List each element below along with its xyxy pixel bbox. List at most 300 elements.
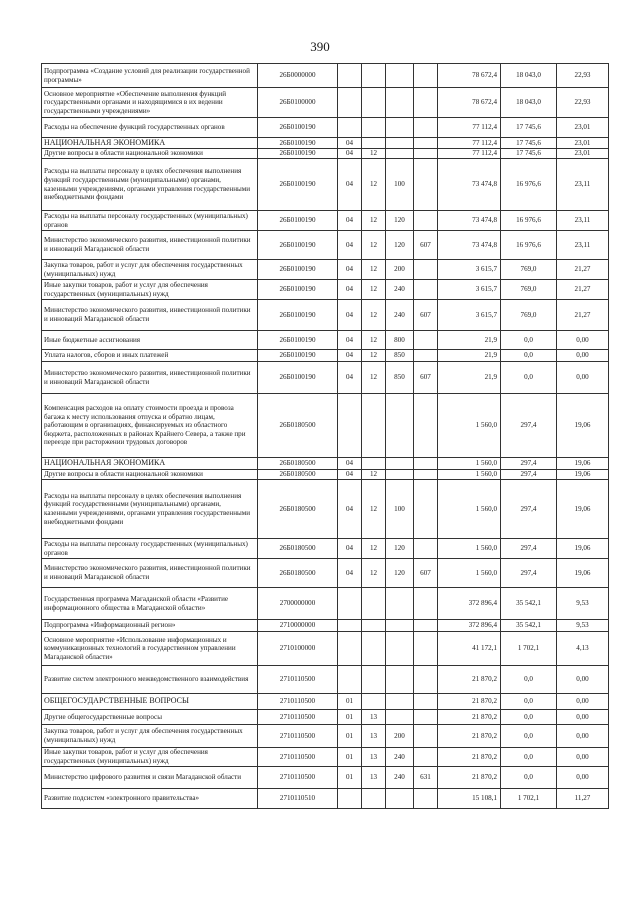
cell-pct: 19,06 <box>557 559 609 588</box>
cell-rz: 04 <box>338 350 362 362</box>
table-row <box>42 694 609 710</box>
cell-fact: 0,0 <box>501 710 557 725</box>
table-row <box>42 118 609 138</box>
cell-code: 26Б0180500 <box>258 480 338 539</box>
cell-vr <box>386 710 414 725</box>
cell-code: 2710110500 <box>258 666 338 694</box>
cell-vr <box>386 694 414 710</box>
cell-vr: 240 <box>386 748 414 767</box>
table-row <box>42 458 609 470</box>
cell-rz <box>338 620 362 632</box>
cell-vr: 240 <box>386 767 414 789</box>
cell-fact: 16 976,6 <box>501 211 557 231</box>
cell-rz: 04 <box>338 458 362 470</box>
cell-plan: 21,9 <box>438 331 501 350</box>
cell-vr: 850 <box>386 350 414 362</box>
cell-code: 26Б0100000 <box>258 88 338 118</box>
cell-vr <box>386 394 414 458</box>
cell-name: Основное мероприятие «Использование информационных и коммуникационных технологий в государственном управлении Магаданской области» <box>42 632 258 666</box>
cell-name: Подпрограмма «Создание условий для реализации государственной программы» <box>42 64 258 88</box>
cell-pct: 19,06 <box>557 470 609 480</box>
table-row <box>42 725 609 748</box>
cell-plan: 15 108,1 <box>438 789 501 809</box>
cell-pct: 19,06 <box>557 394 609 458</box>
cell-vr: 240 <box>386 280 414 300</box>
cell-gr <box>414 331 438 350</box>
cell-name: Министерство экономического развития, инвестиционной политики и инноваций Магаданской области <box>42 231 258 260</box>
cell-plan: 1 560,0 <box>438 394 501 458</box>
cell-gr <box>414 394 438 458</box>
cell-pr: 12 <box>362 470 386 480</box>
cell-gr: 607 <box>414 362 438 394</box>
cell-plan: 21 870,2 <box>438 748 501 767</box>
cell-name: Закупка товаров, работ и услуг для обеспечения государственных (муниципальных) нужд <box>42 725 258 748</box>
cell-fact: 769,0 <box>501 280 557 300</box>
cell-code: 2710110510 <box>258 789 338 809</box>
cell-pr: 12 <box>362 559 386 588</box>
cell-code: 26Б0180500 <box>258 394 338 458</box>
cell-gr <box>414 539 438 559</box>
cell-pct: 9,53 <box>557 588 609 620</box>
cell-pct: 0,00 <box>557 362 609 394</box>
cell-gr <box>414 588 438 620</box>
cell-pct: 4,13 <box>557 632 609 666</box>
table-row <box>42 394 609 458</box>
cell-gr <box>414 64 438 88</box>
cell-rz: 01 <box>338 748 362 767</box>
cell-name: Расходы на обеспечение функций государственных органов <box>42 118 258 138</box>
cell-fact: 297,4 <box>501 458 557 470</box>
cell-name: Расходы на выплаты персоналу государственных (муниципальных) органов <box>42 211 258 231</box>
cell-plan: 1 560,0 <box>438 559 501 588</box>
table-row <box>42 88 609 118</box>
cell-gr <box>414 458 438 470</box>
cell-gr <box>414 710 438 725</box>
cell-code: 2710110500 <box>258 748 338 767</box>
cell-pr <box>362 458 386 470</box>
cell-gr <box>414 620 438 632</box>
cell-rz: 04 <box>338 260 362 280</box>
cell-vr <box>386 64 414 88</box>
cell-pr <box>362 118 386 138</box>
cell-vr: 800 <box>386 331 414 350</box>
table-row <box>42 539 609 559</box>
cell-pr: 12 <box>362 159 386 211</box>
cell-name: Расходы на выплаты персоналу в целях обеспечения выполнения функций государственными (муниципальными) органами, казенными учреждениями, органами управления государственными внебюджетными фондами <box>42 480 258 539</box>
cell-plan: 73 474,8 <box>438 211 501 231</box>
cell-rz <box>338 666 362 694</box>
cell-vr <box>386 149 414 159</box>
cell-pct: 0,00 <box>557 767 609 789</box>
cell-pr: 12 <box>362 480 386 539</box>
cell-pct: 21,27 <box>557 300 609 331</box>
cell-pr <box>362 138 386 149</box>
cell-code: 26Б0180500 <box>258 458 338 470</box>
cell-code: 26Б0180500 <box>258 539 338 559</box>
cell-pct: 22,93 <box>557 64 609 88</box>
cell-vr: 100 <box>386 159 414 211</box>
cell-rz <box>338 789 362 809</box>
table-row <box>42 211 609 231</box>
cell-plan: 3 615,7 <box>438 260 501 280</box>
cell-gr <box>414 470 438 480</box>
cell-fact: 297,4 <box>501 480 557 539</box>
cell-pr <box>362 620 386 632</box>
cell-pr: 12 <box>362 231 386 260</box>
cell-pr: 13 <box>362 748 386 767</box>
cell-pr: 12 <box>362 539 386 559</box>
cell-pct: 23,01 <box>557 149 609 159</box>
cell-vr: 120 <box>386 231 414 260</box>
table-row <box>42 588 609 620</box>
cell-rz: 01 <box>338 767 362 789</box>
cell-code: 2710110500 <box>258 767 338 789</box>
cell-plan: 1 560,0 <box>438 470 501 480</box>
cell-fact: 297,4 <box>501 470 557 480</box>
cell-rz: 04 <box>338 559 362 588</box>
cell-vr <box>386 632 414 666</box>
cell-vr <box>386 470 414 480</box>
cell-vr <box>386 458 414 470</box>
table-row <box>42 362 609 394</box>
cell-pct: 19,06 <box>557 458 609 470</box>
cell-fact: 35 542,1 <box>501 620 557 632</box>
cell-code: 26Б0100190 <box>258 300 338 331</box>
cell-code: 2710110500 <box>258 694 338 710</box>
cell-plan: 21,9 <box>438 350 501 362</box>
cell-pr: 13 <box>362 767 386 789</box>
cell-name: Иные закупки товаров, работ и услуг для обеспечения государственных (муниципальных) нужд <box>42 748 258 767</box>
cell-name: Государственная программа Магаданской области «Развитие информационного общества в Магаданской области» <box>42 588 258 620</box>
table-row <box>42 64 609 88</box>
cell-gr <box>414 211 438 231</box>
cell-fact: 0,0 <box>501 362 557 394</box>
table-row <box>42 480 609 539</box>
table-row <box>42 666 609 694</box>
table-row <box>42 710 609 725</box>
table-row <box>42 280 609 300</box>
cell-gr <box>414 480 438 539</box>
cell-pct: 23,11 <box>557 231 609 260</box>
cell-rz: 04 <box>338 300 362 331</box>
cell-pr <box>362 588 386 620</box>
table-row <box>42 748 609 767</box>
cell-pct: 0,00 <box>557 725 609 748</box>
cell-plan: 78 672,4 <box>438 64 501 88</box>
cell-plan: 78 672,4 <box>438 88 501 118</box>
cell-name: Развитие систем электронного межведомственного взаимодействия <box>42 666 258 694</box>
cell-pr <box>362 694 386 710</box>
table-row <box>42 159 609 211</box>
cell-pct: 9,53 <box>557 620 609 632</box>
cell-code: 26Б0100190 <box>258 362 338 394</box>
table-row <box>42 620 609 632</box>
cell-rz: 04 <box>338 159 362 211</box>
cell-vr: 240 <box>386 300 414 331</box>
cell-name: Другие вопросы в области национальной экономики <box>42 149 258 159</box>
cell-gr <box>414 666 438 694</box>
cell-fact: 17 745,6 <box>501 149 557 159</box>
cell-pr: 12 <box>362 331 386 350</box>
cell-code: 2710000000 <box>258 620 338 632</box>
cell-gr: 631 <box>414 767 438 789</box>
cell-pct: 23,11 <box>557 211 609 231</box>
cell-gr: 607 <box>414 300 438 331</box>
cell-vr: 120 <box>386 559 414 588</box>
cell-gr <box>414 118 438 138</box>
cell-vr <box>386 666 414 694</box>
table-row <box>42 350 609 362</box>
cell-name: Министерство экономического развития, инвестиционной политики и инноваций Магаданской области <box>42 559 258 588</box>
cell-fact: 0,0 <box>501 748 557 767</box>
cell-pr: 12 <box>362 260 386 280</box>
cell-pr <box>362 394 386 458</box>
cell-code: 26Б0100190 <box>258 280 338 300</box>
cell-pr <box>362 789 386 809</box>
cell-code: 26Б0100190 <box>258 118 338 138</box>
cell-code: 26Б0180500 <box>258 470 338 480</box>
cell-pr: 12 <box>362 149 386 159</box>
cell-fact: 0,0 <box>501 350 557 362</box>
cell-vr: 200 <box>386 725 414 748</box>
cell-name: Развитие подсистем «электронного правительства» <box>42 789 258 809</box>
table-row <box>42 300 609 331</box>
cell-rz <box>338 118 362 138</box>
cell-pr: 12 <box>362 350 386 362</box>
cell-gr <box>414 88 438 118</box>
cell-code: 26Б0100190 <box>258 231 338 260</box>
cell-pct: 0,00 <box>557 350 609 362</box>
cell-plan: 77 112,4 <box>438 118 501 138</box>
cell-code: 26Б0180500 <box>258 559 338 588</box>
cell-rz: 04 <box>338 231 362 260</box>
cell-fact: 16 976,6 <box>501 159 557 211</box>
table-row <box>42 331 609 350</box>
cell-pr <box>362 64 386 88</box>
cell-fact: 297,4 <box>501 394 557 458</box>
table-row <box>42 138 609 149</box>
cell-pr <box>362 666 386 694</box>
cell-pr: 12 <box>362 211 386 231</box>
cell-name: НАЦИОНАЛЬНАЯ ЭКОНОМИКА <box>42 138 258 149</box>
cell-code: 2710100000 <box>258 632 338 666</box>
cell-rz <box>338 64 362 88</box>
cell-plan: 21 870,2 <box>438 710 501 725</box>
cell-vr: 850 <box>386 362 414 394</box>
cell-gr: 607 <box>414 231 438 260</box>
cell-rz: 04 <box>338 470 362 480</box>
cell-pct: 0,00 <box>557 666 609 694</box>
cell-plan: 3 615,7 <box>438 280 501 300</box>
cell-rz: 04 <box>338 138 362 149</box>
cell-rz <box>338 632 362 666</box>
cell-fact: 0,0 <box>501 694 557 710</box>
cell-name: Иные бюджетные ассигнования <box>42 331 258 350</box>
cell-name: Уплата налогов, сборов и иных платежей <box>42 350 258 362</box>
cell-rz <box>338 588 362 620</box>
cell-fact: 17 745,6 <box>501 138 557 149</box>
cell-fact: 18 043,0 <box>501 88 557 118</box>
cell-plan: 77 112,4 <box>438 138 501 149</box>
cell-rz: 04 <box>338 280 362 300</box>
cell-pr: 12 <box>362 280 386 300</box>
cell-fact: 17 745,6 <box>501 118 557 138</box>
cell-name: Расходы на выплаты персоналу в целях обеспечения выполнения функций государственными (муниципальными) органами, казенными учреждениями, органами управления государственными внебюджетными фондами <box>42 159 258 211</box>
cell-gr <box>414 280 438 300</box>
cell-plan: 21 870,2 <box>438 725 501 748</box>
cell-gr <box>414 725 438 748</box>
cell-pct: 11,27 <box>557 789 609 809</box>
cell-fact: 0,0 <box>501 666 557 694</box>
cell-code: 26Б0100190 <box>258 159 338 211</box>
cell-pct: 19,06 <box>557 539 609 559</box>
table-row <box>42 789 609 809</box>
cell-fact: 769,0 <box>501 260 557 280</box>
cell-gr <box>414 748 438 767</box>
cell-code: 2710110500 <box>258 710 338 725</box>
cell-plan: 73 474,8 <box>438 159 501 211</box>
cell-code: 26Б0100190 <box>258 211 338 231</box>
cell-fact: 1 702,1 <box>501 789 557 809</box>
cell-pr: 13 <box>362 725 386 748</box>
cell-name: Другие вопросы в области национальной экономики <box>42 470 258 480</box>
cell-vr <box>386 789 414 809</box>
cell-pr: 12 <box>362 300 386 331</box>
cell-name: Компенсация расходов на оплату стоимости проезда и провоза багажа к месту использования отпуска и обратно лицам, работающим в организациях, финансируемых из областного бюджета, расположенных в районах Крайнего Севера, а также при переезде при расторжении трудовых договоров <box>42 394 258 458</box>
cell-plan: 372 896,4 <box>438 588 501 620</box>
cell-plan: 21 870,2 <box>438 767 501 789</box>
cell-pct: 21,27 <box>557 280 609 300</box>
cell-name: Министерство экономического развития, инвестиционной политики и инноваций Магаданской области <box>42 300 258 331</box>
cell-code: 26Б0100190 <box>258 149 338 159</box>
cell-name: Основное мероприятие «Обеспечение выполнения функций государственными органами и находящимися в их ведении государственными учреждениями» <box>42 88 258 118</box>
cell-gr <box>414 260 438 280</box>
cell-plan: 21 870,2 <box>438 694 501 710</box>
cell-pct: 22,93 <box>557 88 609 118</box>
cell-plan: 41 172,1 <box>438 632 501 666</box>
cell-plan: 3 615,7 <box>438 300 501 331</box>
cell-code: 26Б0100190 <box>258 331 338 350</box>
table-row <box>42 767 609 789</box>
cell-pct: 0,00 <box>557 710 609 725</box>
cell-rz: 04 <box>338 539 362 559</box>
cell-plan: 1 560,0 <box>438 458 501 470</box>
cell-name: ОБЩЕГОСУДАРСТВЕННЫЕ ВОПРОСЫ <box>42 694 258 710</box>
cell-vr <box>386 88 414 118</box>
cell-name: Иные закупки товаров, работ и услуг для обеспечения государственных (муниципальных) нужд <box>42 280 258 300</box>
cell-name: Закупка товаров, работ и услуг для обеспечения государственных (муниципальных) нужд <box>42 260 258 280</box>
cell-gr <box>414 694 438 710</box>
cell-vr: 120 <box>386 539 414 559</box>
table-row <box>42 470 609 480</box>
cell-plan: 372 896,4 <box>438 620 501 632</box>
cell-pct: 0,00 <box>557 331 609 350</box>
cell-fact: 16 976,6 <box>501 231 557 260</box>
cell-name: НАЦИОНАЛЬНАЯ ЭКОНОМИКА <box>42 458 258 470</box>
cell-rz: 01 <box>338 710 362 725</box>
cell-vr: 120 <box>386 211 414 231</box>
cell-rz: 01 <box>338 694 362 710</box>
cell-code: 26Б0100190 <box>258 260 338 280</box>
cell-pr: 13 <box>362 710 386 725</box>
cell-name: Подпрограмма «Информационный регион» <box>42 620 258 632</box>
cell-gr <box>414 138 438 149</box>
cell-vr: 200 <box>386 260 414 280</box>
cell-rz: 04 <box>338 149 362 159</box>
cell-vr: 100 <box>386 480 414 539</box>
cell-rz: 04 <box>338 331 362 350</box>
cell-name: Другие общегосударственные вопросы <box>42 710 258 725</box>
cell-pr: 12 <box>362 362 386 394</box>
cell-fact: 297,4 <box>501 559 557 588</box>
cell-pr <box>362 632 386 666</box>
cell-pct: 19,06 <box>557 480 609 539</box>
cell-pr <box>362 88 386 118</box>
cell-gr <box>414 159 438 211</box>
cell-fact: 0,0 <box>501 725 557 748</box>
cell-pct: 23,01 <box>557 118 609 138</box>
cell-pct: 0,00 <box>557 694 609 710</box>
cell-pct: 0,00 <box>557 748 609 767</box>
cell-code: 2700000000 <box>258 588 338 620</box>
table-row <box>42 632 609 666</box>
cell-code: 2710110500 <box>258 725 338 748</box>
cell-name: Министерство экономического развития, инвестиционной политики и инноваций Магаданской области <box>42 362 258 394</box>
cell-rz: 01 <box>338 725 362 748</box>
cell-vr <box>386 588 414 620</box>
cell-code: 26Б0100190 <box>258 138 338 149</box>
budget-table <box>41 63 609 809</box>
table-row <box>42 260 609 280</box>
cell-fact: 297,4 <box>501 539 557 559</box>
cell-vr <box>386 118 414 138</box>
cell-name: Расходы на выплаты персоналу государственных (муниципальных) органов <box>42 539 258 559</box>
cell-gr <box>414 632 438 666</box>
table-row <box>42 231 609 260</box>
cell-fact: 0,0 <box>501 767 557 789</box>
cell-plan: 73 474,8 <box>438 231 501 260</box>
cell-plan: 21,9 <box>438 362 501 394</box>
cell-rz <box>338 394 362 458</box>
table-row <box>42 149 609 159</box>
cell-gr <box>414 350 438 362</box>
cell-plan: 1 560,0 <box>438 539 501 559</box>
cell-pct: 21,27 <box>557 260 609 280</box>
cell-rz: 04 <box>338 362 362 394</box>
cell-gr <box>414 789 438 809</box>
cell-pct: 23,01 <box>557 138 609 149</box>
cell-gr <box>414 149 438 159</box>
cell-vr <box>386 620 414 632</box>
cell-code: 26Б0000000 <box>258 64 338 88</box>
cell-rz: 04 <box>338 480 362 539</box>
cell-rz <box>338 88 362 118</box>
cell-rz: 04 <box>338 211 362 231</box>
cell-fact: 769,0 <box>501 300 557 331</box>
cell-vr <box>386 138 414 149</box>
cell-plan: 1 560,0 <box>438 480 501 539</box>
cell-fact: 18 043,0 <box>501 64 557 88</box>
page-number: 390 <box>310 39 330 54</box>
cell-plan: 21 870,2 <box>438 666 501 694</box>
cell-pct: 23,11 <box>557 159 609 211</box>
table-row <box>42 559 609 588</box>
cell-code: 26Б0100190 <box>258 350 338 362</box>
cell-plan: 77 112,4 <box>438 149 501 159</box>
cell-gr: 607 <box>414 559 438 588</box>
cell-fact: 0,0 <box>501 331 557 350</box>
cell-fact: 1 702,1 <box>501 632 557 666</box>
